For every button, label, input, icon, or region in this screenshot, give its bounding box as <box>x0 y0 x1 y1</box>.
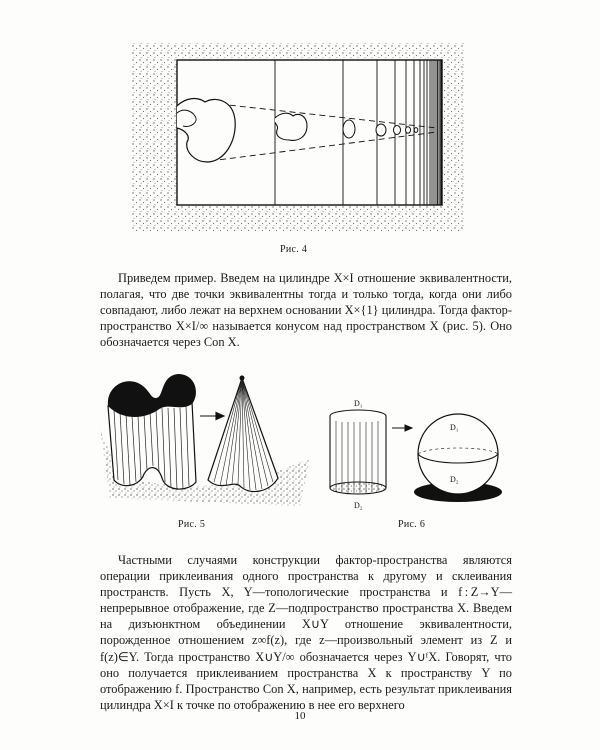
figure-4-caption: Рис. 4 <box>280 244 308 255</box>
page-number: 10 <box>294 710 306 722</box>
label-d1-cylinder: D₁ <box>354 399 363 408</box>
figure-5-caption: Рис. 5 <box>178 519 206 530</box>
label-d2-sphere: D₂ <box>450 475 459 484</box>
figure-6-caption: Рис. 6 <box>398 519 426 530</box>
label-d1-sphere: D₁ <box>450 423 459 432</box>
paragraph-gluing-spaces: Частными случаями конструкции фактор-пространства являются операции приклеивания одного пространства к другому и склеивания пространств. Пусть X, Y—топологические пространства и f : Z→Y—непрерывное отображение, где Z—подпространство пространства X. Введем на дизъюнктном объединении X∪Y отношение эквивалентности, порожденное отношением z∞f(z), где z—произвольный элемент из Z и f(z)∈Y. Тогда пространство X∪Y/∞ обозначается через Y∪ᶠX. Говорят, что оно получается приклеиванием пространства X к пространству Y по отображению f. Пространство Con X, например, есть результат приклеивания цилиндра X×I к точке по отображению в нее его верхнего <box>100 553 512 712</box>
label-d2-cylinder: D₂ <box>354 501 363 510</box>
figure-5 <box>100 368 310 508</box>
arrow-icon <box>392 425 412 431</box>
arrow-icon <box>200 413 224 420</box>
cone-apex <box>240 376 245 381</box>
paragraph-conus-example: Приведем пример. Введем на цилиндре X×I отношение эквивалентности, полагая, что две точки эквивалентны тогда и только тогда, когда они либо совпадают, либо лежат на верхнем основании X×{1} цилиндра. Тогда фактор-пространство X×I/∞ называется конусом над пространством X (рис. 5). Оно обозначается через Con X. <box>100 271 512 350</box>
cross-section-medium <box>275 113 307 140</box>
figure-4 <box>125 38 470 238</box>
cylinder-bottom-disk <box>330 482 386 494</box>
figure-6 <box>318 388 508 513</box>
